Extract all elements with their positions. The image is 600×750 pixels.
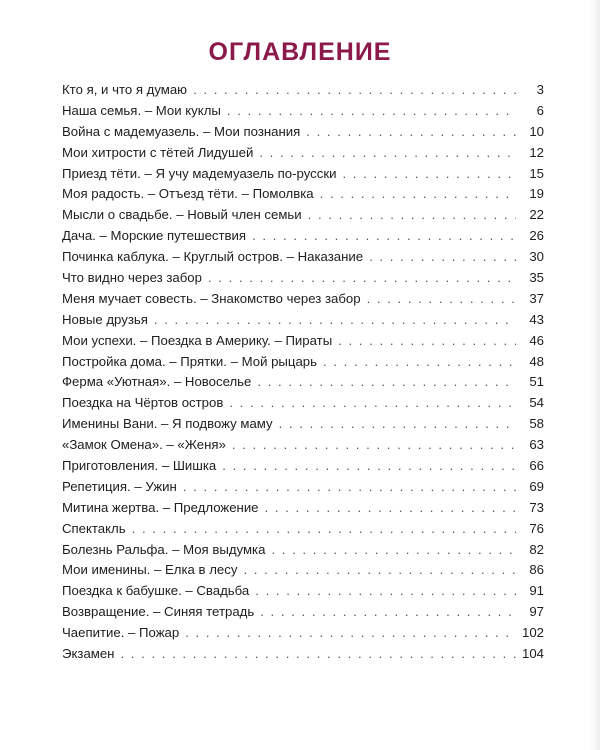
toc-entry xyxy=(62,500,544,521)
toc-leader-dots xyxy=(257,374,516,389)
toc-page-number: 86 xyxy=(529,562,544,578)
toc-leader-dots xyxy=(259,145,516,160)
toc-entry-title: Постройка дома. – Прятки. – Мой рыцарь xyxy=(62,353,318,369)
toc-leader-dots xyxy=(229,395,516,410)
toc-page-number: 102 xyxy=(521,625,544,641)
toc-page-number: 30 xyxy=(529,249,544,265)
toc-entry xyxy=(62,186,544,207)
toc-entry-title: Приезд тёти. – Я учу мадемуазель по-русски xyxy=(62,165,337,181)
page-edge-shadow xyxy=(590,0,600,750)
toc-leader-dots xyxy=(183,479,516,494)
toc-leader-dots xyxy=(227,103,516,118)
toc-entry xyxy=(62,354,544,375)
toc-entry xyxy=(62,395,544,416)
toc-entry xyxy=(62,374,544,395)
toc-entry xyxy=(62,542,544,563)
toc-entry xyxy=(62,333,544,354)
toc-entry xyxy=(62,145,544,166)
toc-leader-dots xyxy=(279,416,516,431)
toc-entry xyxy=(62,124,544,145)
toc-leader-dots xyxy=(208,270,516,285)
toc-entry xyxy=(62,562,544,583)
toc-page-number: 19 xyxy=(529,186,544,202)
toc-entry xyxy=(62,207,544,228)
toc-leader-dots xyxy=(132,521,516,536)
toc-entry xyxy=(62,416,544,437)
toc-page-number: 46 xyxy=(529,332,544,348)
toc-leader-dots xyxy=(306,124,516,139)
toc-page-number: 48 xyxy=(529,353,544,369)
toc-leader-dots xyxy=(342,166,516,181)
toc-page-number: 22 xyxy=(529,207,544,223)
toc-page-number: 10 xyxy=(529,123,544,139)
toc-page-number: 66 xyxy=(529,458,544,474)
toc-entry-title: Война с мадемуазель. – Мои познания xyxy=(62,123,301,139)
toc-entry-title: Дача. – Морские путешествия xyxy=(62,228,247,244)
toc-page-number: 69 xyxy=(529,478,544,494)
toc-page-number: 37 xyxy=(529,290,544,306)
toc-entry xyxy=(62,312,544,333)
toc-entry-title: Моя радость. – Отъезд тёти. – Помолвка xyxy=(62,186,314,202)
toc-entry xyxy=(62,270,544,291)
toc-entry-title: Меня мучает совесть. – Знакомство через забор xyxy=(62,290,361,306)
toc-entry-title: Мои именины. – Елка в лесу xyxy=(62,562,238,578)
toc-leader-dots xyxy=(120,646,516,661)
toc-page-number: 97 xyxy=(529,604,544,620)
toc-page-number: 3 xyxy=(536,82,544,97)
toc-entry-title: «Замок Омена». – «Женя» xyxy=(62,437,226,453)
toc-entry xyxy=(62,583,544,604)
page-title: ОГЛАВЛЕНИЕ xyxy=(208,38,392,66)
toc-leader-dots xyxy=(255,583,516,598)
toc-leader-dots xyxy=(367,291,516,306)
toc-entry xyxy=(62,228,544,249)
toc-page-number: 73 xyxy=(529,499,544,515)
toc-entry-title: Починка каблука. – Круглый остров. – Наказание xyxy=(62,249,364,265)
toc-entry xyxy=(62,82,544,103)
toc-entry xyxy=(62,521,544,542)
toc-leader-dots xyxy=(308,207,516,222)
toc-page-number: 76 xyxy=(529,520,544,536)
toc-leader-dots xyxy=(232,437,516,452)
toc-entry xyxy=(62,103,544,124)
toc-entry-title: Болезнь Ральфа. – Моя выдумка xyxy=(62,541,266,557)
toc-page-number: 58 xyxy=(529,416,544,432)
toc-entry xyxy=(62,166,544,187)
toc-entry xyxy=(62,437,544,458)
toc-leader-dots xyxy=(323,354,516,369)
toc-leader-dots xyxy=(271,542,516,557)
toc-entry xyxy=(62,291,544,312)
toc-entry xyxy=(62,604,544,625)
toc-page-number: 15 xyxy=(529,165,544,181)
toc-page-number: 82 xyxy=(529,541,544,557)
toc-entry-title: Приготовления. – Шишка xyxy=(62,458,217,474)
toc-page-number: 104 xyxy=(521,646,544,662)
toc-entry-title: Репетиция. – Ужин xyxy=(62,478,177,494)
toc-page-number: 6 xyxy=(536,102,544,118)
toc-entry xyxy=(62,458,544,479)
toc-page-number: 63 xyxy=(529,437,544,453)
toc-leader-dots xyxy=(260,604,516,619)
toc-entry-title: Наша семья. – Мои куклы xyxy=(62,102,221,118)
toc-page-number: 26 xyxy=(529,228,544,244)
toc-leader-dots xyxy=(243,562,516,577)
toc-entry-title: Чаепитие. – Пожар xyxy=(62,625,180,641)
toc-entry-title: Кто я, и что я думаю xyxy=(62,82,188,97)
toc-leader-dots xyxy=(265,500,516,515)
toc-page-number: 43 xyxy=(529,311,544,327)
toc-leader-dots xyxy=(222,458,516,473)
toc-entry-title: Ферма «Уютная». – Новоселье xyxy=(62,374,252,390)
toc-leader-dots xyxy=(338,333,516,348)
toc-entry-title: Поездка на Чёртов остров xyxy=(62,395,224,411)
toc-entry-title: Экзамен xyxy=(62,646,115,662)
toc-leader-dots xyxy=(185,625,516,640)
toc-entry-title: Новые друзья xyxy=(62,311,148,327)
toc-entry xyxy=(62,479,544,500)
toc-entry-title: Что видно через забор xyxy=(62,270,202,286)
toc-entry-title: Возвращение. – Синяя тетрадь xyxy=(62,604,255,620)
table-of-contents xyxy=(62,82,544,667)
toc-page-number: 54 xyxy=(529,395,544,411)
toc-page-number: 35 xyxy=(529,270,544,286)
toc-entry-title: Митина жертва. – Предложение xyxy=(62,499,259,515)
toc-leader-dots xyxy=(252,228,516,243)
toc-entry-title: Мои хитрости с тётей Лидушей xyxy=(62,144,254,160)
toc-entry-title: Поездка к бабушке. – Свадьба xyxy=(62,583,250,599)
toc-leader-dots xyxy=(369,249,516,264)
toc-entry-title: Мысли о свадьбе. – Новый член семьи xyxy=(62,207,302,223)
toc-leader-dots xyxy=(193,82,516,97)
toc-entry xyxy=(62,249,544,270)
toc-leader-dots xyxy=(154,312,516,327)
toc-entry xyxy=(62,646,544,667)
toc-page-number: 12 xyxy=(529,144,544,160)
toc-leader-dots xyxy=(320,186,516,201)
toc-page-number: 91 xyxy=(529,583,544,599)
toc-page-number: 51 xyxy=(529,374,544,390)
toc-entry xyxy=(62,625,544,646)
toc-entry-title: Спектакль xyxy=(62,520,126,536)
toc-entry-title: Мои успехи. – Поездка в Америку. – Пираты xyxy=(62,332,333,348)
toc-entry-title: Именины Вани. – Я подвожу маму xyxy=(62,416,273,432)
